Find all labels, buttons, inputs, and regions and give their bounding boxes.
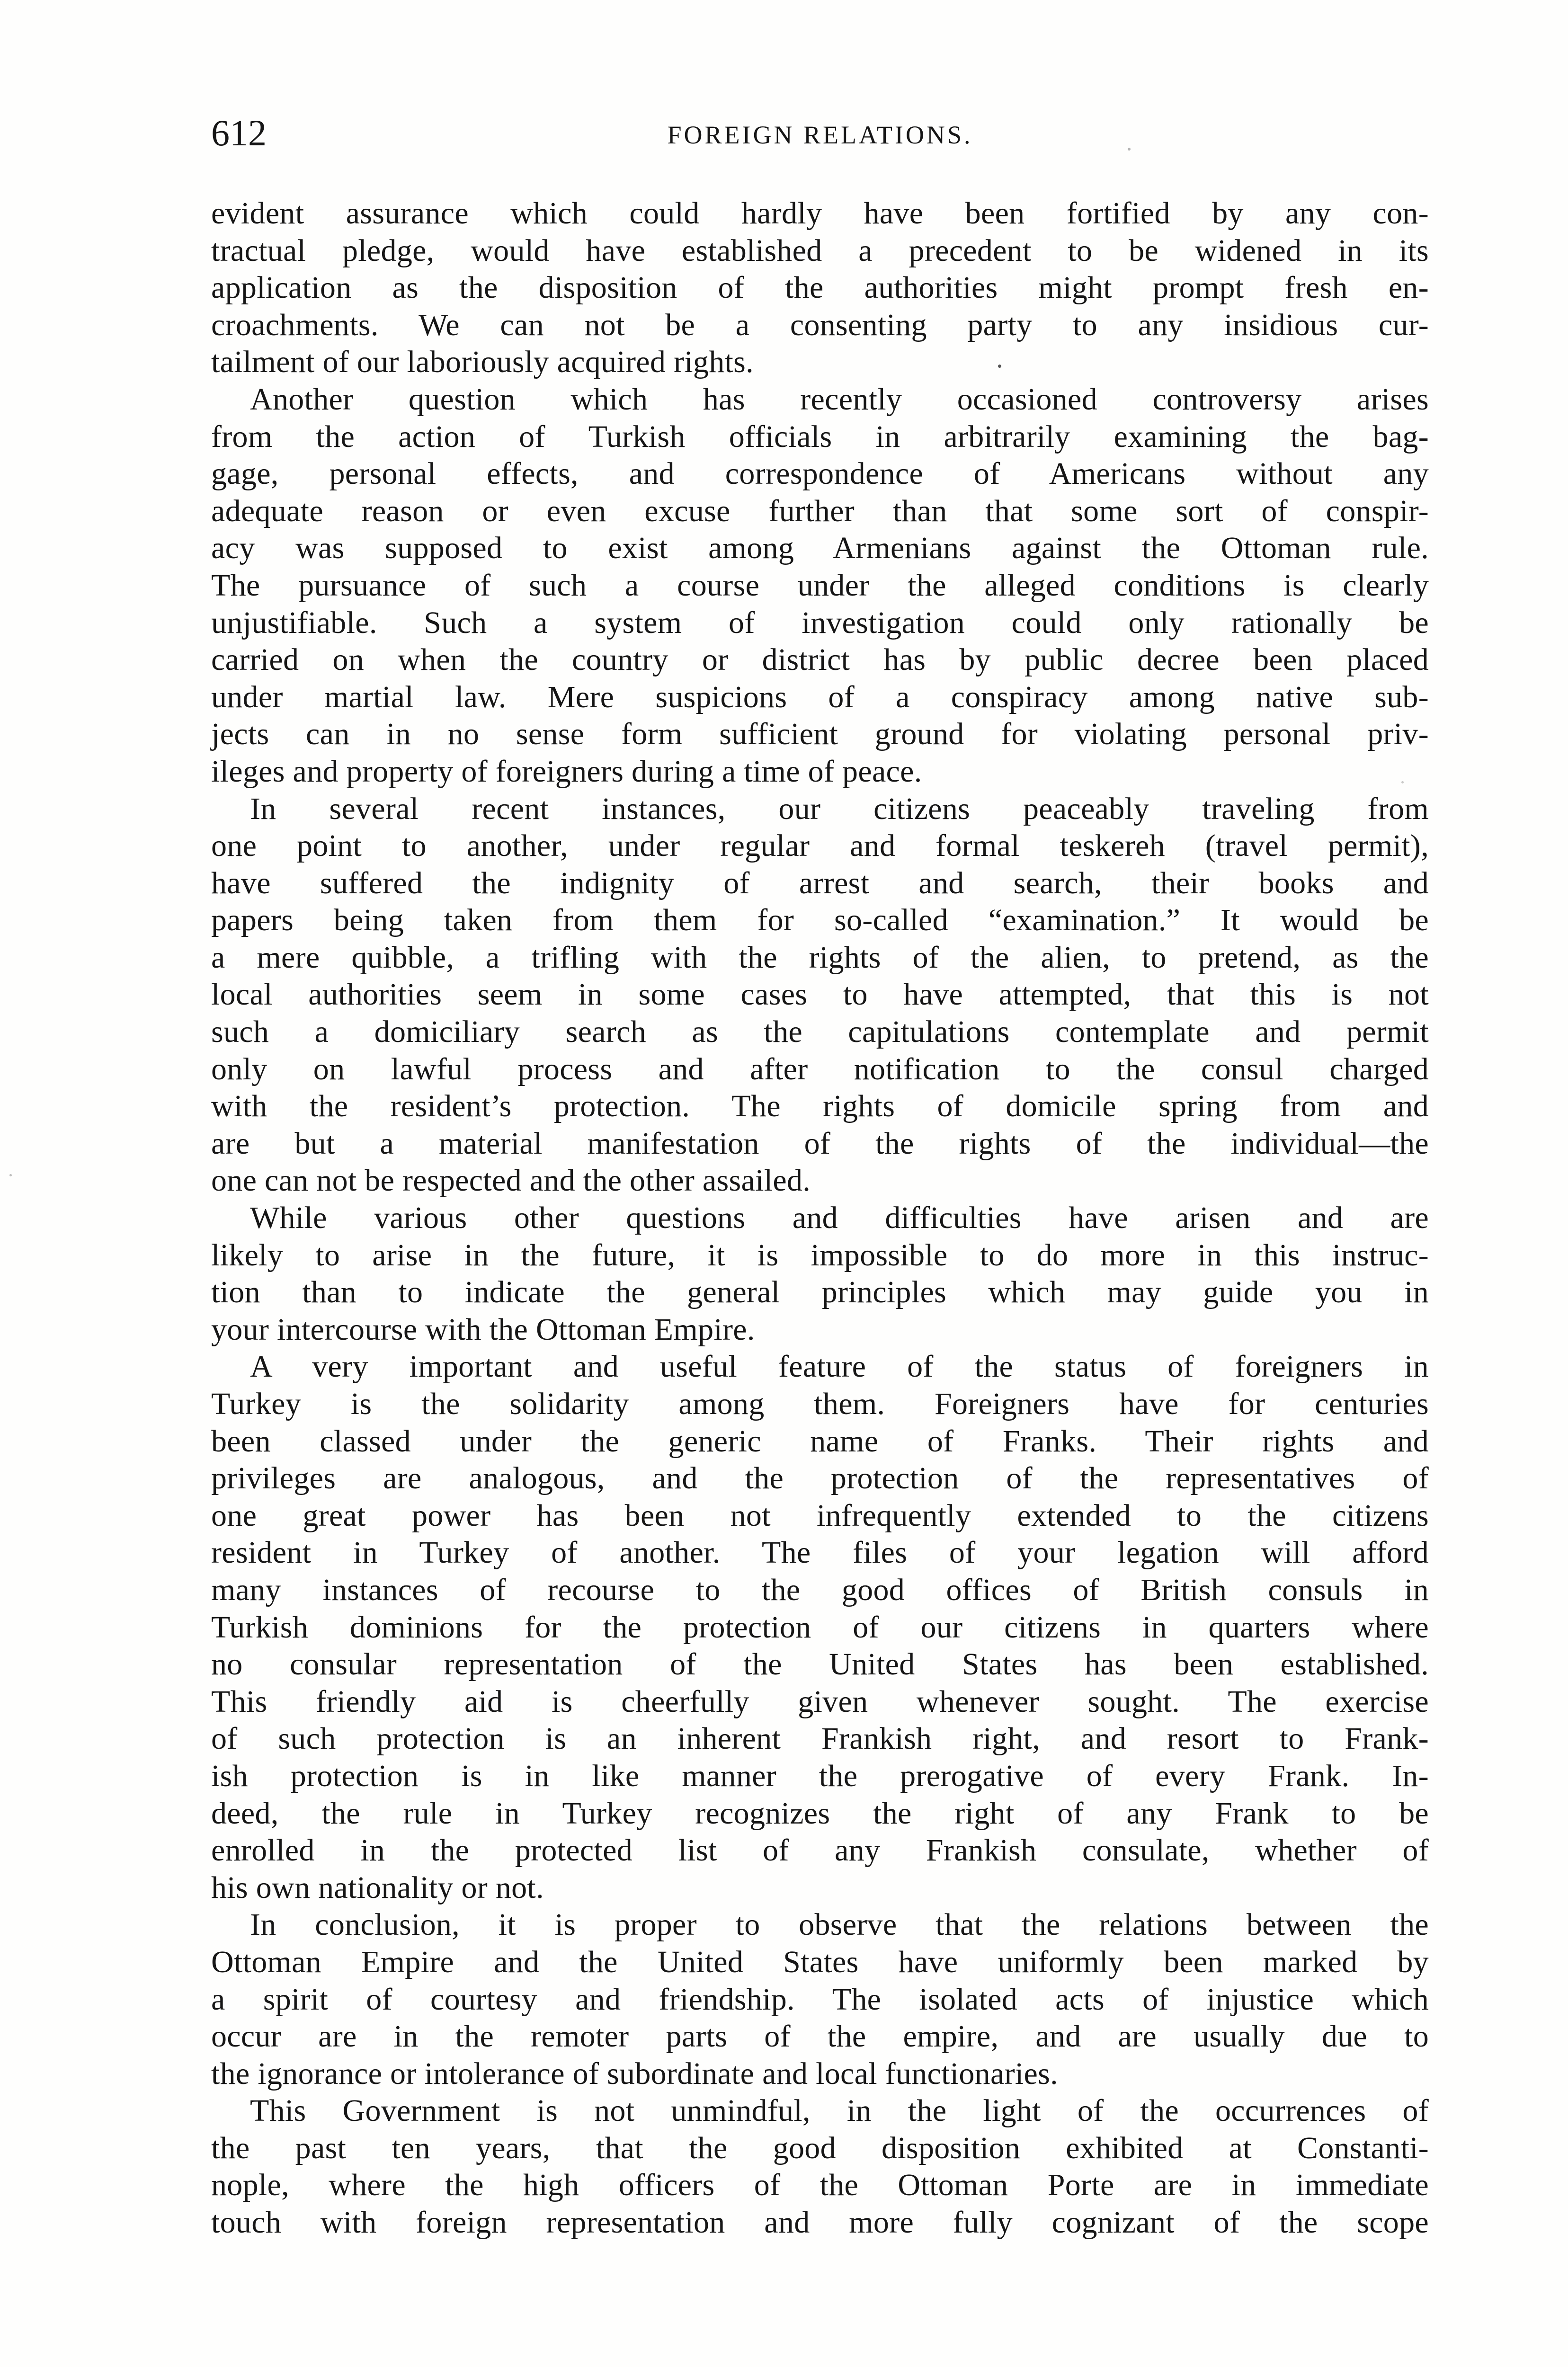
text-line: a mere quibble, a trifling with the rights of the alien, to pretend, as the <box>211 940 1429 975</box>
text-line: touch with foreign representation and more fully cognizant of the scope <box>211 2205 1429 2240</box>
running-title: FOREIGN RELATIONS. <box>667 121 973 149</box>
text-line: acy was supposed to exist among Armenians against the Ottoman rule. <box>211 531 1429 566</box>
text-line: deed, the rule in Turkey recognizes the right of any Frank to be <box>211 1796 1429 1831</box>
text-line: many instances of recourse to the good offices of British consuls in <box>211 1572 1429 1607</box>
text-line: of such protection is an inherent Frankish right, and resort to Frank- <box>211 1721 1429 1756</box>
text-line: no consular representation of the United States has been established. <box>211 1647 1429 1682</box>
text-line: In conclusion, it is proper to observe that the relations between the <box>250 1907 1429 1942</box>
text-line: have suffered the indignity of arrest and search, their books and <box>211 865 1429 900</box>
text-line: ileges and property of foreigners during a time of peace. <box>211 754 922 789</box>
text-line: under martial law. Mere suspicions of a conspiracy among native sub- <box>211 679 1429 714</box>
page-number: 612 <box>211 112 267 153</box>
text-line: a spirit of courtesy and friendship. The isolated acts of injustice which <box>211 1982 1429 2017</box>
text-line: This Government is not unmindful, in the light of the occurrences of <box>250 2093 1429 2128</box>
text-line: tractual pledge, would have established a precedent to be widened in its <box>211 233 1429 268</box>
text-line: are but a material manifestation of the rights of the individual—the <box>211 1126 1429 1161</box>
text-line: carried on when the country or district has by public decree been placed <box>211 642 1429 677</box>
text-line: such a domiciliary search as the capitulations contemplate and permit <box>211 1014 1429 1050</box>
scan-speck <box>1401 781 1404 783</box>
paragraph <box>211 791 1429 1200</box>
text-line: only on lawful process and after notification to the consul charged <box>211 1051 1429 1086</box>
text-line: croachments. We can not be a consenting party to any insidious cur- <box>211 307 1429 342</box>
text-line: While various other questions and difficulties have arisen and are <box>250 1201 1429 1236</box>
text-line: ish protection is in like manner the prerogative of every Frank. In- <box>211 1758 1429 1793</box>
text-line: Turkish dominions for the protection of our citizens in quarters where <box>211 1610 1429 1645</box>
text-line: nople, where the high officers of the Ottoman Porte are in immediate <box>211 2168 1429 2203</box>
text-line: tailment of our laboriously acquired rights. <box>211 345 754 380</box>
text-line: likely to arise in the future, it is impossible to do more in this instruc- <box>211 1237 1429 1272</box>
body-text <box>211 195 1429 2242</box>
paragraph <box>211 381 1429 791</box>
scan-speck <box>998 365 1001 368</box>
text-line: application as the disposition of the authorities might prompt fresh en- <box>211 270 1429 305</box>
text-line: jects can in no sense form sufficient ground for violating personal priv- <box>211 717 1429 752</box>
text-line: gage, personal effects, and correspondence of Americans without any <box>211 456 1429 491</box>
text-line: resident in Turkey of another. The files of your legation will afford <box>211 1535 1429 1570</box>
text-line: the ignorance or intolerance of subordinate and local functionaries. <box>211 2056 1058 2091</box>
text-line: one great power has been not infrequently extended to the citizens <box>211 1498 1429 1533</box>
text-line: occur are in the remoter parts of the empire, and are usually due to <box>211 2019 1429 2054</box>
text-line: Ottoman Empire and the United States have uniformly been marked by <box>211 1944 1429 1979</box>
text-line: This friendly aid is cheerfully given whenever sought. The exercise <box>211 1684 1429 1719</box>
paragraph <box>211 2092 1429 2241</box>
text-line: one point to another, under regular and formal teskereh (travel permit), <box>211 828 1429 863</box>
text-line: the past ten years, that the good disposition exhibited at Constanti- <box>211 2130 1429 2165</box>
text-line: been classed under the generic name of Franks. Their rights and <box>211 1424 1429 1459</box>
text-line: adequate reason or even excuse further than that some sort of conspir- <box>211 493 1429 528</box>
text-line: evident assurance which could hardly have been fortified by any con- <box>211 196 1429 231</box>
text-line: from the action of Turkish officials in arbitrarily examining the bag- <box>211 419 1429 454</box>
text-line: enrolled in the protected list of any Frankish consulate, whether of <box>211 1833 1429 1868</box>
text-line: local authorities seem in some cases to have attempted, that this is not <box>211 977 1429 1012</box>
text-line: Turkey is the solidarity among them. Foreigners have for centuries <box>211 1387 1429 1421</box>
text-line: with the resident’s protection. The rights of domicile spring from and <box>211 1089 1429 1124</box>
text-line: In several recent instances, our citizens peaceably traveling from <box>250 791 1429 826</box>
text-line: A very important and useful feature of the status of foreigners in <box>250 1349 1429 1384</box>
text-line: one can not be respected and the other assailed. <box>211 1163 811 1198</box>
paragraph <box>211 1200 1429 1348</box>
running-head <box>211 108 1429 160</box>
text-line: The pursuance of such a course under the alleged conditions is clearly <box>211 568 1429 603</box>
scan-speck <box>9 1174 12 1176</box>
text-line: privileges are analogous, and the protection of the representatives of <box>211 1461 1429 1496</box>
paragraph <box>211 1906 1429 2092</box>
text-line: his own nationality or not. <box>211 1870 544 1905</box>
paragraph <box>211 1348 1429 1906</box>
scan-speck <box>1128 148 1131 151</box>
text-line: your intercourse with the Ottoman Empire. <box>211 1312 755 1347</box>
paragraph <box>211 195 1429 381</box>
text-line: papers being taken from them for so-called “examination.” It would be <box>211 903 1429 938</box>
text-line: unjustifiable. Such a system of investigation could only rationally be <box>211 605 1429 640</box>
text-line: Another question which has recently occasioned controversy arises <box>250 382 1429 417</box>
text-line: tion than to indicate the general principles which may guide you in <box>211 1275 1429 1310</box>
